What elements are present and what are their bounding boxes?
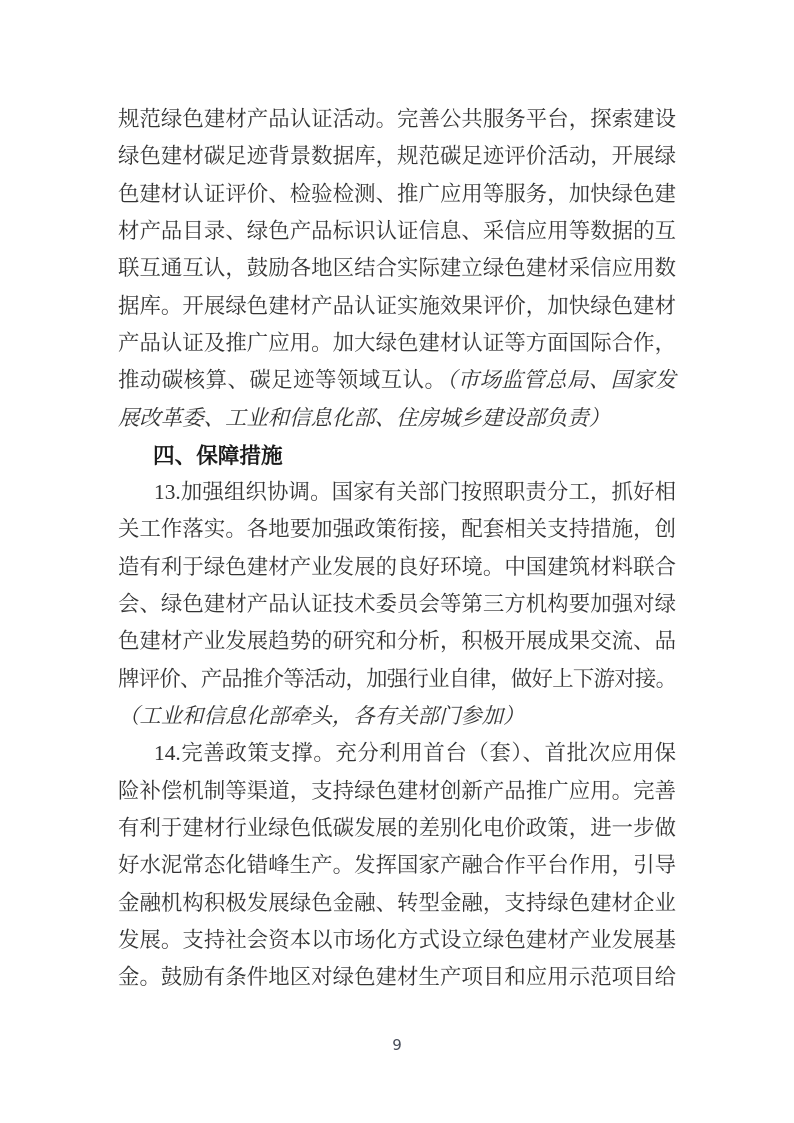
text-line [118,586,676,623]
body-text-run: 好水泥常态化错峰生产。发挥国家产融合作平台作用，引导 [118,853,676,878]
annotation-text-run: 展改革委、工业和信息化部、住房城乡建设部负责） [118,405,610,430]
body-text-run: 会、绿色建材产品认证技术委员会等第三方机构要加强对绿 [118,592,676,617]
document-body [118,101,676,997]
text-line [118,885,676,922]
text-line [118,959,676,996]
body-text-run: 色建材认证评价、检验检测、推广应用等服务，加快绿色建 [118,181,676,206]
body-text-run: 色建材产业发展趋势的研究和分析，积极开展成果交流、品 [118,629,676,654]
text-line [118,549,676,586]
annotation-text-run: （市场监管总局、国家发 [446,368,676,393]
text-line [118,773,676,810]
text-line [118,847,676,884]
body-text-run: 14.完善政策支撑。充分利用首台（套）、首批次应用保 [154,741,676,766]
text-line [118,400,676,437]
body-text-run: 牌评价、产品推介等活动，加强行业自律，做好上下游对接。 [118,666,676,691]
text-line [118,623,676,660]
text-line [118,213,676,250]
text-line [118,661,676,698]
text-line [118,176,676,213]
body-text-run: 绿色建材碳足迹背景数据库，规范碳足迹评价活动，开展绿 [118,144,676,169]
body-text-run: 金融机构积极发展绿色金融、转型金融，支持绿色建材企业 [118,890,676,915]
body-text-run: 关工作落实。各地要加强政策衔接，配套相关支持措施，创 [118,517,676,542]
body-text-run: 据库。开展绿色建材产品认证实施效果评价，加快绿色建材 [118,293,676,318]
page-number: 9 [392,1036,402,1054]
text-line [118,810,676,847]
body-text-run: 有利于建材行业绿色低碳发展的差别化电价政策，进一步做 [118,815,676,840]
annotation-text-run: （工业和信息化部牵头，各有关部门参加） [118,704,525,728]
body-text-run: 规范绿色建材产品认证活动。完善公共服务平台，探索建设 [118,107,676,131]
text-line [118,362,676,399]
section-4-heading: 四、保障措施 [153,442,283,468]
body-text-run: 造有利于绿色建材产业发展的良好环境。中国建筑材料联合 [118,554,676,579]
text-line [118,325,676,362]
text-line [118,474,676,511]
text-line [118,250,676,287]
text-line [118,138,676,175]
text-line [118,288,676,325]
body-text-run: 产品认证及推广应用。加大绿色建材认证等方面国际合作， [118,330,676,355]
text-line [118,101,676,138]
body-text-run: 材产品目录、绿色产品标识认证信息、采信应用等数据的互 [118,218,676,243]
body-text-run: 推动碳核算、碳足迹等领域互认。 [118,368,447,393]
text-line [118,511,676,548]
body-text-run: 13.加强组织协调。国家有关部门按照职责分工，抓好相 [154,480,676,505]
body-text-run: 金。鼓励有条件地区对绿色建材生产项目和应用示范项目给 [118,965,676,990]
body-text-run: 发展。支持社会资本以市场化方式设立绿色建材产业发展基 [118,927,676,952]
body-text-run: 险补偿机制等渠道，支持绿色建材创新产品推广应用。完善 [118,778,676,803]
text-line [118,698,676,735]
body-text-run: 联互通互认，鼓励各地区结合实际建立绿色建材采信应用数 [118,256,676,281]
text-line [118,922,676,959]
text-line [118,735,676,772]
